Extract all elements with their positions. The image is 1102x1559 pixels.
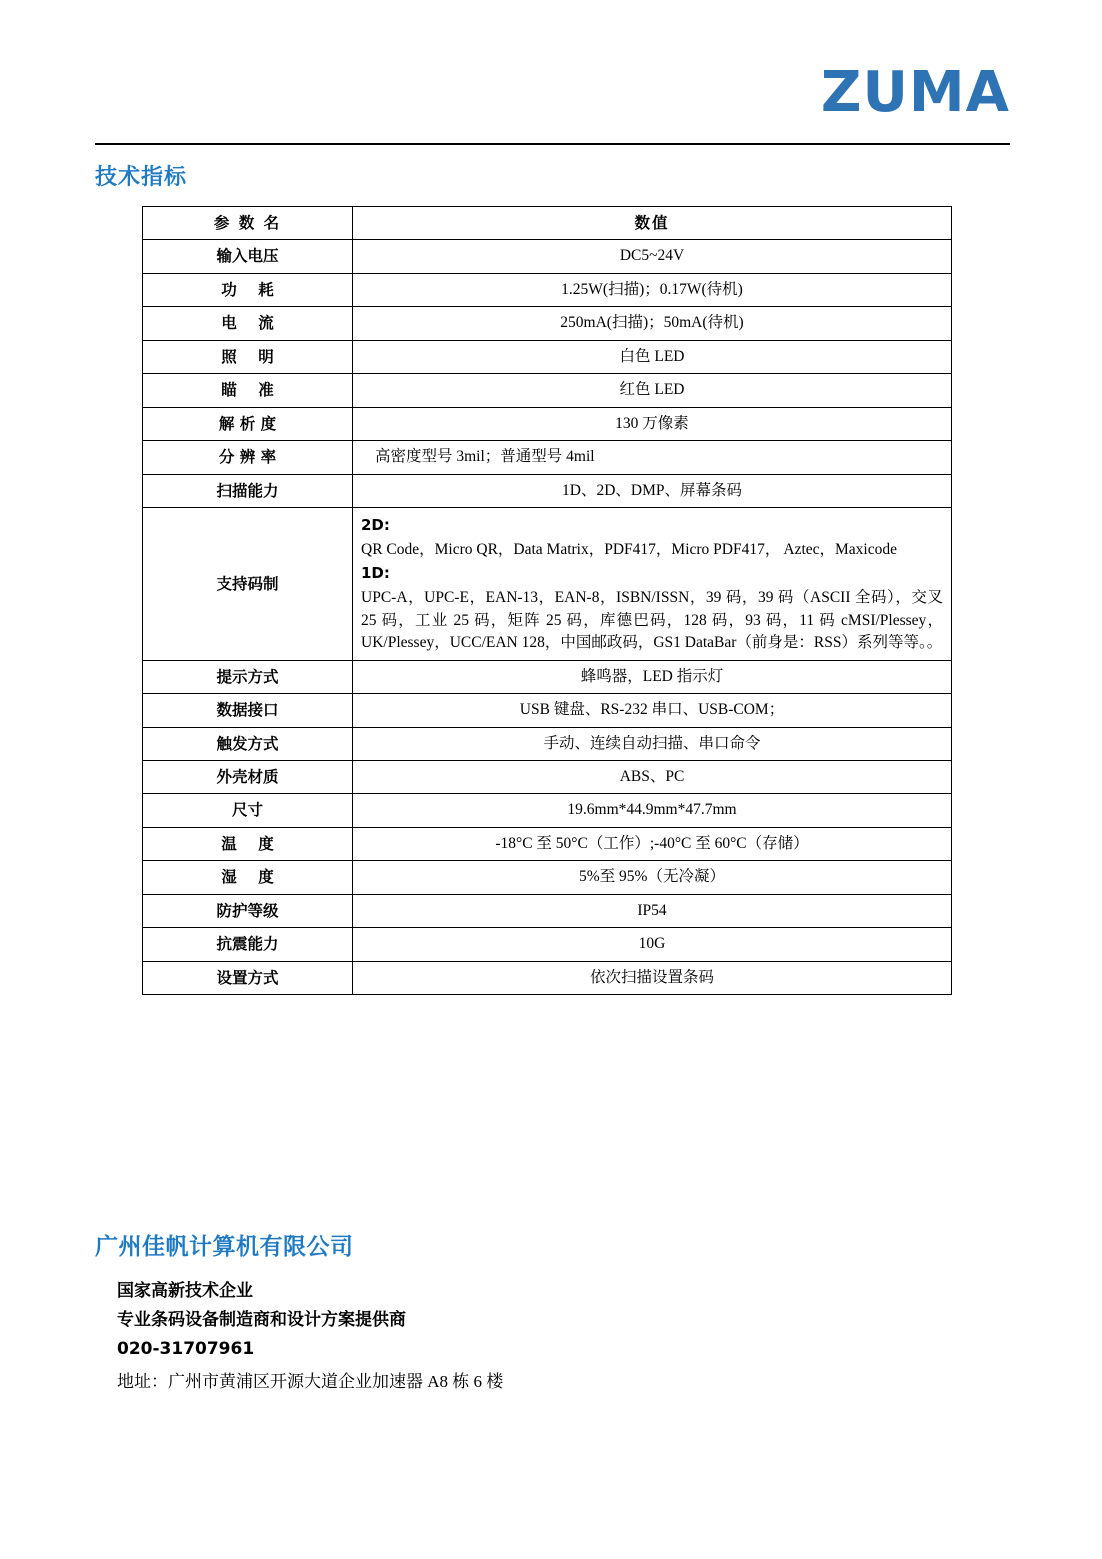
row-value: 19.6mm*44.9mm*47.7mm (353, 794, 952, 827)
table-row (143, 928, 952, 961)
row-value: ABS、PC (353, 761, 952, 794)
table-row (143, 827, 952, 860)
table-row (143, 894, 952, 927)
row-label: 分 辨 率 (143, 441, 353, 474)
table-row (143, 340, 952, 373)
footer-line-certification: 国家高新技术企业 (117, 1281, 253, 1301)
row-label: 设置方式 (143, 961, 353, 994)
document-footer (95, 1228, 995, 1396)
column-header-value: 数值 (353, 207, 952, 240)
codes-1d-heading: 1D: (361, 564, 390, 583)
table-row (143, 240, 952, 273)
row-label: 解 析 度 (143, 407, 353, 440)
row-label: 支持码制 (143, 508, 353, 660)
row-value: 10G (353, 928, 952, 961)
table-header-row (143, 207, 952, 240)
row-value: 5%至 95%（无冷凝） (353, 861, 952, 894)
table-row (143, 374, 952, 407)
row-value: USB 键盘、RS-232 串口、USB-COM； (353, 694, 952, 727)
row-value: 依次扫描设置条码 (353, 961, 952, 994)
table-row (143, 474, 952, 507)
table-row-supported-codes (143, 508, 952, 660)
header-divider (95, 143, 1010, 145)
table-row (143, 660, 952, 693)
row-label: 瞄 准 (143, 374, 353, 407)
row-value: 高密度型号 3mil；普通型号 4mil (353, 441, 952, 474)
logo-text: ZUMA (820, 60, 1010, 125)
column-header-param: 参 数 名 (143, 207, 353, 240)
row-value: 130 万像素 (353, 407, 952, 440)
row-label: 照 明 (143, 340, 353, 373)
row-label: 扫描能力 (143, 474, 353, 507)
table-row (143, 273, 952, 306)
table-row (143, 861, 952, 894)
table-row (143, 761, 952, 794)
row-value: IP54 (353, 894, 952, 927)
row-value: 红色 LED (353, 374, 952, 407)
table-row (143, 794, 952, 827)
row-value: -18°C 至 50°C（工作）;-40°C 至 60°C（存储） (353, 827, 952, 860)
footer-phone: 020-31707961 (117, 1339, 255, 1360)
footer-line-business: 专业条码设备制造商和设计方案提供商 (117, 1310, 406, 1331)
row-label: 湿 度 (143, 861, 353, 894)
row-label: 输入电压 (143, 240, 353, 273)
row-value-supported-codes (353, 508, 952, 660)
row-value: 蜂鸣器，LED 指示灯 (353, 660, 952, 693)
company-name: 广州佳帆计算机有限公司 (95, 1234, 354, 1260)
row-label: 尺寸 (143, 794, 353, 827)
row-value: 手动、连续自动扫描、串口命令 (353, 727, 952, 760)
row-label: 抗震能力 (143, 928, 353, 961)
footer-address: 地址：广州市黄浦区开源大道企业加速器 A8 栋 6 楼 (117, 1371, 504, 1391)
table-row (143, 307, 952, 340)
codes-2d-text: QR Code，Micro QR，Data Matrix，PDF417，Micro PDF417， Aztec，Maxicode (361, 540, 897, 558)
spec-table (142, 206, 952, 995)
codes-2d-heading: 2D: (361, 516, 390, 535)
row-label: 防护等级 (143, 894, 353, 927)
table-row (143, 727, 952, 760)
table-row (143, 694, 952, 727)
document-header (95, 55, 1010, 145)
row-label: 触发方式 (143, 727, 353, 760)
footer-lines (117, 1277, 995, 1396)
zuma-logo (820, 60, 1010, 125)
row-label: 外壳材质 (143, 761, 353, 794)
codes-1d-text: UPC-A，UPC-E，EAN-13，EAN-8，ISBN/ISSN，39 码，39 码（ASCII 全码），交叉 25 码，工业 25 码，矩阵 25 码，库德巴码，128 码，93 码，11 码 cMSI/Plessey，UK/Plessey，UCC/EAN 128，中国邮政码，GS1 DataBar（前身是：RSS）系列等等。。 (361, 589, 943, 652)
row-label: 电 流 (143, 307, 353, 340)
row-value: 250mA(扫描)；50mA(待机) (353, 307, 952, 340)
row-value: 1D、2D、DMP、屏幕条码 (353, 474, 952, 507)
table-row (143, 961, 952, 994)
row-value: 白色 LED (353, 340, 952, 373)
row-value: 1.25W(扫描)；0.17W(待机) (353, 273, 952, 306)
row-label: 数据接口 (143, 694, 353, 727)
row-label: 提示方式 (143, 660, 353, 693)
row-label: 功 耗 (143, 273, 353, 306)
section-title: 技术指标 (95, 165, 188, 190)
table-row (143, 407, 952, 440)
row-value: DC5~24V (353, 240, 952, 273)
row-label: 温 度 (143, 827, 353, 860)
table-row (143, 441, 952, 474)
